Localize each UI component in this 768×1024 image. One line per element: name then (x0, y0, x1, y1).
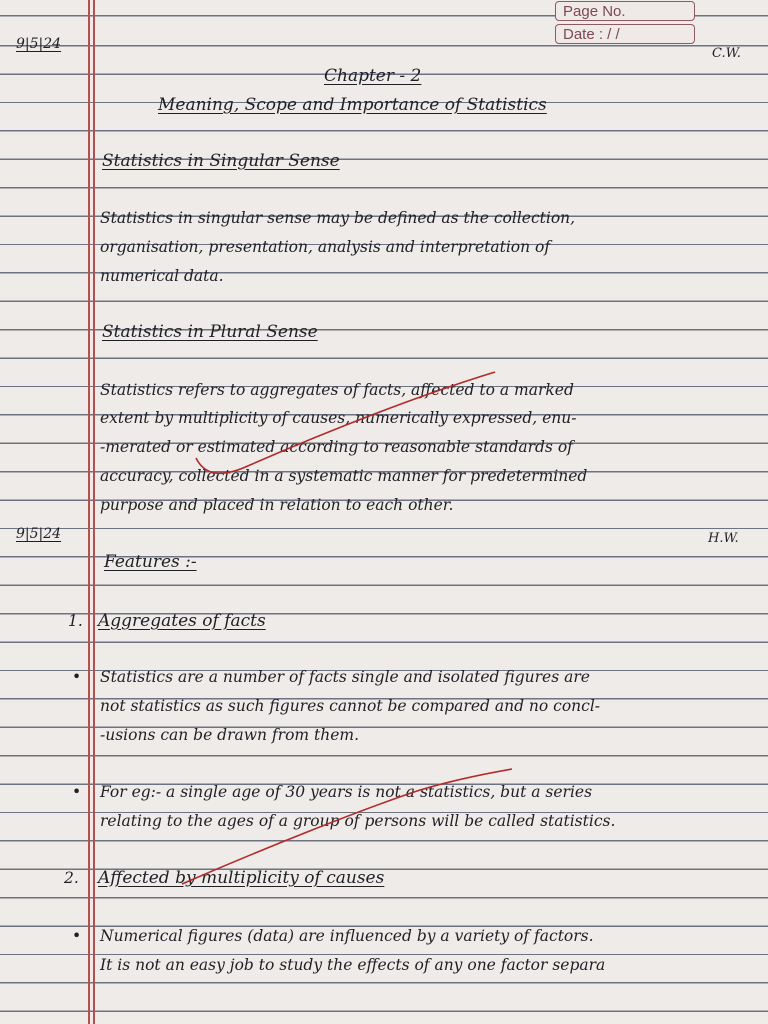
point-heading: Affected by multiplicity of causes (98, 868, 385, 888)
paragraph-line: For eg:- a single age of 30 years is not a statistics, but a series (100, 783, 593, 801)
singular-line: numerical data. (100, 267, 224, 285)
plural-line: accuracy, collected in a systematic manner for predetermined (100, 467, 588, 485)
margin-line (88, 0, 90, 1024)
date-box: Date : / / (555, 24, 695, 44)
point-number: 2. (64, 869, 79, 887)
classwork-tag: C.W. (712, 46, 741, 61)
chapter-heading: Chapter - 2 (324, 66, 422, 86)
entry-date: 9|5|24 (16, 526, 62, 542)
features-heading: Features :- (104, 552, 197, 572)
margin-line (93, 0, 95, 1024)
singular-line: organisation, presentation, analysis and interpretation of (100, 238, 551, 256)
paragraph-line: relating to the ages of a group of persons will be called statistics. (100, 812, 616, 830)
singular-line: Statistics in singular sense may be defined as the collection, (100, 209, 576, 227)
point-heading: Aggregates of facts (98, 611, 266, 631)
paragraph-line: Statistics are a number of facts single and isolated figures are (100, 668, 590, 686)
plural-line: purpose and placed in relation to each other. (100, 496, 454, 514)
plural-line: -merated or estimated according to reasonable standards of (100, 438, 573, 456)
singular-heading: Statistics in Singular Sense (102, 151, 340, 171)
plural-line: Statistics refers to aggregates of facts, affected to a marked (100, 381, 574, 399)
plural-heading: Statistics in Plural Sense (102, 322, 318, 342)
page-number-box: Page No. (555, 1, 695, 21)
paragraph-line: Numerical figures (data) are influenced by a variety of factors. (100, 927, 594, 945)
chapter-title: Meaning, Scope and Importance of Statistics (158, 95, 547, 115)
paragraph-line: not statistics as such figures cannot be compared and no concl- (100, 697, 601, 715)
point-number: 1. (68, 612, 83, 630)
bullet-marker: • (72, 668, 82, 686)
entry-date: 9|5|24 (16, 36, 62, 52)
homework-tag: H.W. (708, 531, 739, 546)
bullet-marker: • (72, 927, 82, 945)
bullet-marker: • (72, 783, 82, 801)
paragraph-line: -usions can be drawn from them. (100, 726, 360, 744)
plural-line: extent by multiplicity of causes, numerically expressed, enu- (100, 409, 577, 427)
paragraph-line: It is not an easy job to study the effects of any one factor separa (100, 956, 606, 974)
